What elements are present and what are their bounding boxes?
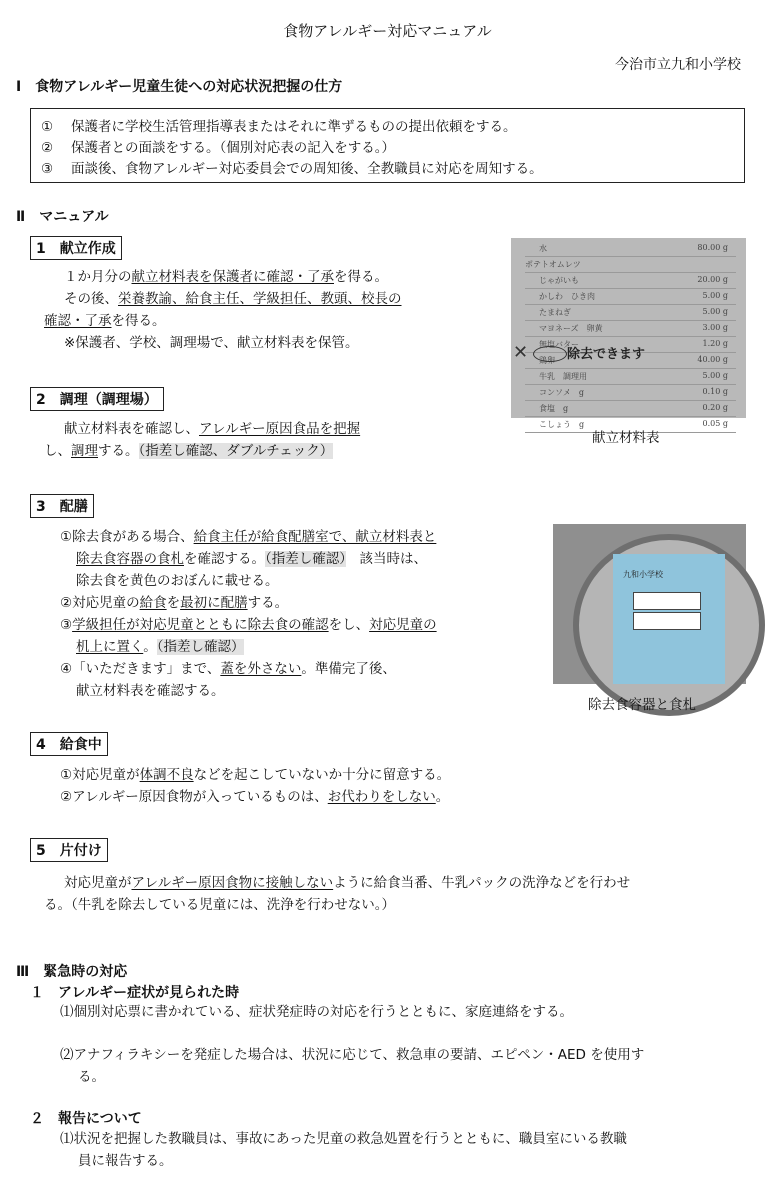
lunch-body: ①対応児童が体調不良などを起こしていないか十分に留意する。 ②アレルギー原因食物が入っているものは、お代わりをしない。: [60, 767, 451, 805]
container-photo-caption: 除去食容器と食札: [588, 697, 696, 713]
menu-photo-caption: 献立材料表: [592, 430, 660, 446]
menu-ingredient-photo: 水 80.00 g ポテトオムレツ じゃがいも 20.00 g かしわ ひき肉 5.00 g たまねぎ 5.00 g マヨネーズ 卵黄 3.00 g 無塩バター 1.20 g 鶏卵 40.00 g 除去できます ✕ 牛乳 調理用 5.00 g コンソメ g 0.10 g 食塩 g 0.20 g こしょう g 0.05 g: [511, 238, 746, 418]
circle-mark-icon: [533, 346, 567, 362]
emergency-symptoms-p1: ⑴個別対応票に書かれている、症状発症時の対応を行うとともに、家庭連絡をする。: [60, 1004, 573, 1020]
menu-body: １か月分の献立材料表を保護者に確認・了承を得る。 その後、栄養教諭、給食主任、学級担任、教頭、校長の 確認・了承を得る。 ※保護者、学校、調理場で、献立材料表を保管。: [44, 269, 402, 351]
serving-body: ①除去食がある場合、給食主任が給食配膳室で、献立材料表と 除去食容器の食札を確認する。（指差し確認） 該当時は、 除去食を黄色のおぼんに載せる。 ②対応児童の給食を最初に配膳する。 ③学級担任が対応児童とともに除去食の確認をし、対応児童の 机上に置く。（指差し確認） ④「いただきます」まで、蓋を外さない。準備完了後、 献立材料表を確認する。: [60, 529, 437, 699]
section1-box: [30, 108, 745, 183]
emergency-report-heading: ２ 報告について: [30, 1111, 142, 1127]
food-tag: 九和小学校: [613, 554, 725, 684]
emergency-symptoms-heading: １ アレルギー症状が見られた時: [30, 985, 240, 1001]
removal-stamp: 除去できます: [567, 347, 646, 362]
school-name: 今治市立九和小学校: [615, 57, 741, 73]
section1-item: ① 保護者に学校生活管理指導表またはそれに準ずるものの提出依頼をする。: [41, 119, 517, 135]
container-photo: [553, 524, 746, 684]
tag-field: [633, 612, 701, 630]
emergency-symptoms-p2: ⑵アナフィラキシーを発症した場合は、状況に応じて、救急車の要請、エピペン・AED を使用す る。: [60, 1047, 645, 1085]
tag-field: [633, 592, 701, 610]
document-title: 食物アレルギー対応マニュアル: [283, 22, 492, 40]
cross-mark-icon: ✕: [513, 342, 529, 363]
cleanup-body: 対応児童がアレルギー原因食物に接触しないように給食当番、牛乳パックの洗浄などを行わせ る。（牛乳を除去している児童には、洗浄を行わせない。）: [44, 875, 631, 913]
section1-item: ② 保護者との面談をする。（個別対応表の記入をする。）: [41, 140, 395, 156]
section3-heading: Ⅲ 緊急時の対応: [16, 964, 128, 980]
emergency-report-p1: ⑴状況を把握した教職員は、事故にあった児童の救急処置を行うとともに、職員室にいる教職 員に報告する。: [60, 1131, 627, 1169]
subsection-serving-heading: 3 配膳: [30, 494, 94, 518]
subsection-menu-heading: 1 献立作成: [30, 236, 122, 260]
cooking-body: 献立材料表を確認し、アレルギー原因食品を把握 し、調理する。（指差し確認、ダブルチェック）: [44, 421, 361, 459]
section1-heading: Ⅰ 食物アレルギー児童生徒への対応状況把握の仕方: [16, 79, 343, 95]
subsection-lunch-heading: 4 給食中: [30, 732, 108, 756]
subsection-cleanup-heading: 5 片付け: [30, 838, 108, 862]
section1-item: ③ 面談後、食物アレルギー対応委員会での周知後、全教職員に対応を周知する。: [41, 161, 543, 177]
subsection-cooking-heading: 2 調理（調理場）: [30, 387, 164, 411]
section2-heading: Ⅱ マニュアル: [16, 209, 109, 225]
